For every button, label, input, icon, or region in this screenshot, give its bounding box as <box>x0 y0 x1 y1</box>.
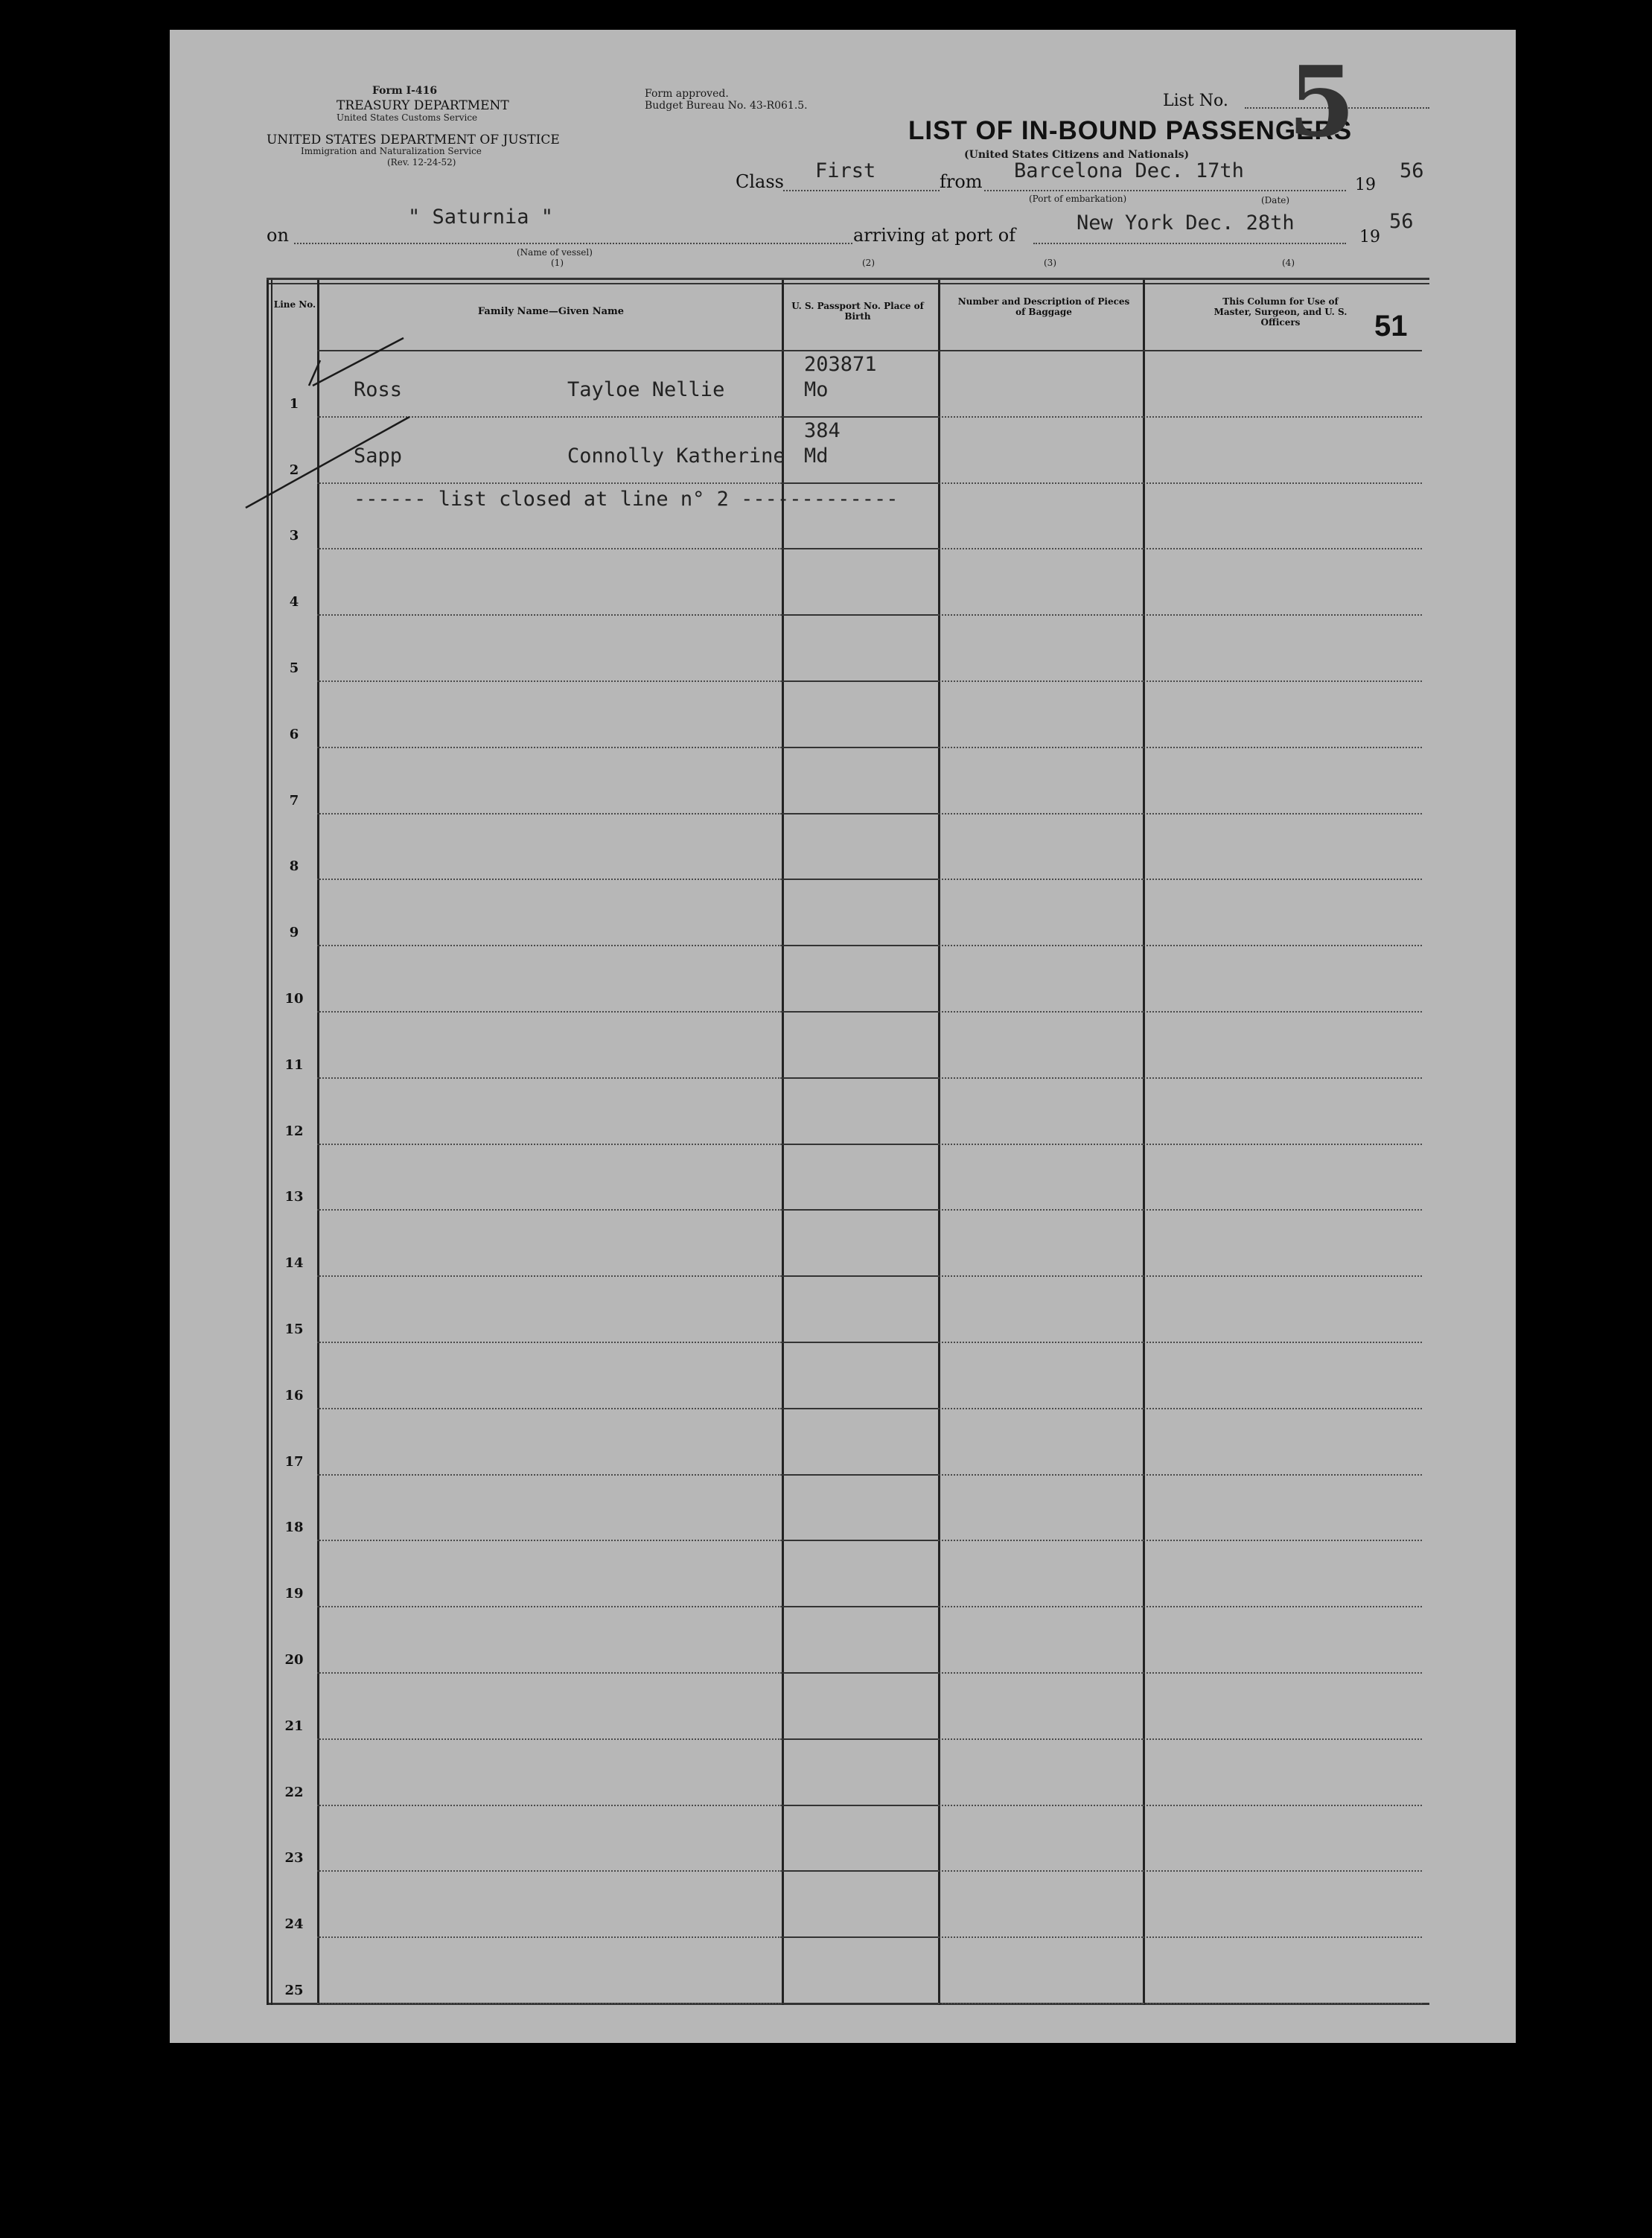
row-divider <box>782 1606 938 1607</box>
row-divider <box>938 1408 1143 1409</box>
row-divider <box>317 1275 782 1277</box>
form-revision: (Rev. 12-24-52) <box>387 157 456 168</box>
row-divider <box>938 416 1143 418</box>
row-divider <box>938 813 1143 814</box>
row-divider <box>1143 747 1422 748</box>
on-label: on <box>267 225 289 246</box>
header-baggage: Number and Description of Pieces of Baggage <box>957 296 1130 317</box>
line-number: 4 <box>289 594 299 610</box>
row-divider <box>317 548 782 549</box>
row-divider <box>938 1805 1143 1806</box>
row-divider <box>938 879 1143 880</box>
row-divider <box>782 1275 938 1277</box>
row-divider <box>1143 1209 1422 1211</box>
row-divider <box>317 813 782 814</box>
page-title: LIST OF IN-BOUND PASSENGERS <box>908 116 1353 145</box>
row-divider <box>317 879 782 880</box>
row-divider <box>1143 1144 1422 1145</box>
row-divider <box>317 1209 782 1211</box>
row-divider <box>782 2003 938 2004</box>
line-number: 1 <box>289 395 299 412</box>
officer-count: 51 <box>1374 310 1408 342</box>
row-divider <box>938 1209 1143 1211</box>
row-divider <box>1143 1738 1422 1740</box>
embark-caption: (Port of embarkation) <box>1029 194 1127 204</box>
row-divider <box>1143 1870 1422 1872</box>
line-number: 16 <box>284 1387 304 1403</box>
line-number: 14 <box>284 1255 304 1272</box>
line-number: 20 <box>284 1652 304 1668</box>
vessel-col-number: (1) <box>551 258 564 268</box>
row-divider <box>782 614 938 616</box>
row-divider <box>317 747 782 748</box>
row-divider <box>1143 1275 1422 1277</box>
line-number: 13 <box>284 1189 304 1205</box>
place-of-birth: Md <box>804 444 829 468</box>
row-divider <box>317 1077 782 1079</box>
row-divider <box>782 1738 938 1740</box>
passport-number: 203871 <box>804 352 877 376</box>
line-number: 18 <box>284 1520 304 1536</box>
row-divider <box>938 680 1143 682</box>
family-name: Sapp <box>354 444 403 468</box>
from-year-prefix: 19 <box>1355 176 1376 194</box>
row-divider <box>317 1672 782 1674</box>
line-number: 17 <box>284 1453 304 1470</box>
col3-number: (3) <box>1044 258 1056 268</box>
row-divider <box>1143 1077 1422 1079</box>
given-name: Connolly Katherine <box>567 444 785 468</box>
immigration-service: Immigration and Naturalization Service <box>301 146 482 156</box>
vessel-name: " Saturnia " <box>408 205 554 229</box>
page-subtitle: (United States Citizens and Nationals) <box>964 149 1190 161</box>
justice-dept: UNITED STATES DEPARTMENT OF JUSTICE <box>267 133 560 147</box>
row-divider <box>782 1474 938 1476</box>
line-number: 2 <box>289 462 299 478</box>
list-number: 5 <box>1288 45 1356 159</box>
row-divider <box>938 2003 1143 2004</box>
line-number: 3 <box>289 528 299 544</box>
row-divider <box>317 1870 782 1872</box>
form-number: Form I-416 <box>372 85 438 97</box>
customs-service: United States Customs Service <box>337 112 478 123</box>
row-divider <box>1143 945 1422 946</box>
line-number: 10 <box>284 991 304 1007</box>
from-label: from <box>940 171 983 192</box>
row-divider <box>1143 416 1422 418</box>
row-divider <box>782 482 938 484</box>
line-number: 23 <box>284 1850 304 1866</box>
row-divider <box>317 1408 782 1409</box>
line-number: 7 <box>289 792 299 809</box>
row-divider <box>1143 2003 1422 2004</box>
row-divider <box>1143 1474 1422 1476</box>
class-label: Class <box>736 171 784 192</box>
header-line-no: Line No. <box>273 299 316 310</box>
line-number: 9 <box>289 925 299 941</box>
list-no-label: List No. <box>1163 92 1228 110</box>
crossout-marks <box>238 335 432 514</box>
row-divider <box>782 1936 938 1938</box>
row-divider <box>782 1144 938 1145</box>
row-divider <box>938 482 1143 484</box>
from-year: 56 <box>1400 159 1424 182</box>
vessel-caption: (Name of vessel) <box>517 247 593 258</box>
row-divider <box>938 1474 1143 1476</box>
row-divider <box>938 1342 1143 1343</box>
row-divider <box>317 680 782 682</box>
arriving-label: arriving at port of <box>853 225 1016 246</box>
row-divider <box>938 1144 1143 1145</box>
row-divider <box>1143 1011 1422 1013</box>
row-divider <box>938 1672 1143 1674</box>
row-divider <box>938 1870 1143 1872</box>
list-closed-note: ------ list closed at line n° 2 ------------- <box>354 487 899 511</box>
row-divider <box>938 1275 1143 1277</box>
row-divider <box>782 1342 938 1343</box>
row-divider <box>1143 680 1422 682</box>
row-divider <box>938 1011 1143 1013</box>
row-divider <box>317 614 782 616</box>
budget-bureau: Budget Bureau No. 43-R061.5. <box>645 100 808 112</box>
row-divider <box>1143 482 1422 484</box>
row-divider <box>938 945 1143 946</box>
form-sheet <box>170 30 1516 2043</box>
treasury-dept: TREASURY DEPARTMENT <box>337 98 509 113</box>
row-divider <box>317 1936 782 1938</box>
row-divider <box>1143 813 1422 814</box>
row-divider <box>782 1672 938 1674</box>
line-number: 12 <box>284 1123 304 1139</box>
line-number: 8 <box>289 858 299 875</box>
row-divider <box>1143 548 1422 549</box>
given-name: Tayloe Nellie <box>567 377 725 401</box>
row-divider <box>782 945 938 946</box>
row-divider <box>782 680 938 682</box>
col4-number: (4) <box>1282 258 1295 268</box>
row-divider <box>1143 1540 1422 1541</box>
row-divider <box>317 1342 782 1343</box>
row-divider <box>1143 1672 1422 1674</box>
row-divider <box>782 548 938 549</box>
form-approved: Form approved. <box>645 88 729 100</box>
row-divider <box>317 1540 782 1541</box>
header-officers: This Column for Use of Master, Surgeon, and U. S. Officers <box>1214 296 1348 328</box>
row-divider <box>1143 1342 1422 1343</box>
row-divider <box>782 1408 938 1409</box>
arrival-year-prefix: 19 <box>1359 228 1380 246</box>
embarkation-port: Barcelona Dec. 17th <box>1014 159 1244 182</box>
line-number: 19 <box>284 1586 304 1602</box>
row-divider <box>782 1209 938 1211</box>
row-divider <box>938 1936 1143 1938</box>
row-divider <box>938 1738 1143 1740</box>
row-divider <box>782 813 938 814</box>
line-number: 25 <box>284 1983 304 1998</box>
row-divider <box>1143 1805 1422 1806</box>
row-divider <box>1143 1936 1422 1938</box>
row-divider <box>1143 614 1422 616</box>
row-divider <box>938 1606 1143 1607</box>
row-divider <box>782 1870 938 1872</box>
row-divider <box>782 879 938 880</box>
col2-number: (2) <box>862 258 875 268</box>
line-number: 24 <box>284 1916 304 1933</box>
row-divider <box>782 1805 938 1806</box>
row-divider <box>782 747 938 748</box>
row-divider <box>782 1540 938 1541</box>
row-divider <box>938 1540 1143 1541</box>
line-number: 11 <box>284 1056 304 1073</box>
arrival-year: 56 <box>1389 210 1414 233</box>
row-divider <box>317 1606 782 1607</box>
row-divider <box>782 1077 938 1079</box>
line-number: 6 <box>289 726 299 742</box>
header-passport: U. S. Passport No. Place of Birth <box>791 301 924 322</box>
row-divider <box>938 747 1143 748</box>
row-divider <box>1143 879 1422 880</box>
row-divider <box>317 1474 782 1476</box>
row-divider <box>938 614 1143 616</box>
arrival-port: New York Dec. 28th <box>1077 211 1295 235</box>
row-divider <box>938 1077 1143 1079</box>
row-divider <box>317 2003 782 2004</box>
row-divider <box>317 1011 782 1013</box>
row-divider <box>317 1144 782 1145</box>
family-name: Ross <box>354 377 403 401</box>
row-divider <box>317 1738 782 1740</box>
row-divider <box>317 945 782 946</box>
line-number: 22 <box>284 1784 304 1800</box>
row-divider <box>1143 1606 1422 1607</box>
row-divider <box>782 1011 938 1013</box>
header-name: Family Name—Given Name <box>477 306 625 317</box>
class-value: First <box>815 159 876 182</box>
row-divider <box>938 548 1143 549</box>
row-divider <box>782 416 938 418</box>
passport-number: 384 <box>804 418 841 442</box>
line-number: 15 <box>284 1322 304 1337</box>
line-number: 21 <box>284 1718 304 1734</box>
line-number: 5 <box>289 660 299 676</box>
date-caption: (Date) <box>1261 195 1290 205</box>
place-of-birth: Mo <box>804 377 829 401</box>
row-divider <box>1143 1408 1422 1409</box>
row-divider <box>317 1805 782 1806</box>
